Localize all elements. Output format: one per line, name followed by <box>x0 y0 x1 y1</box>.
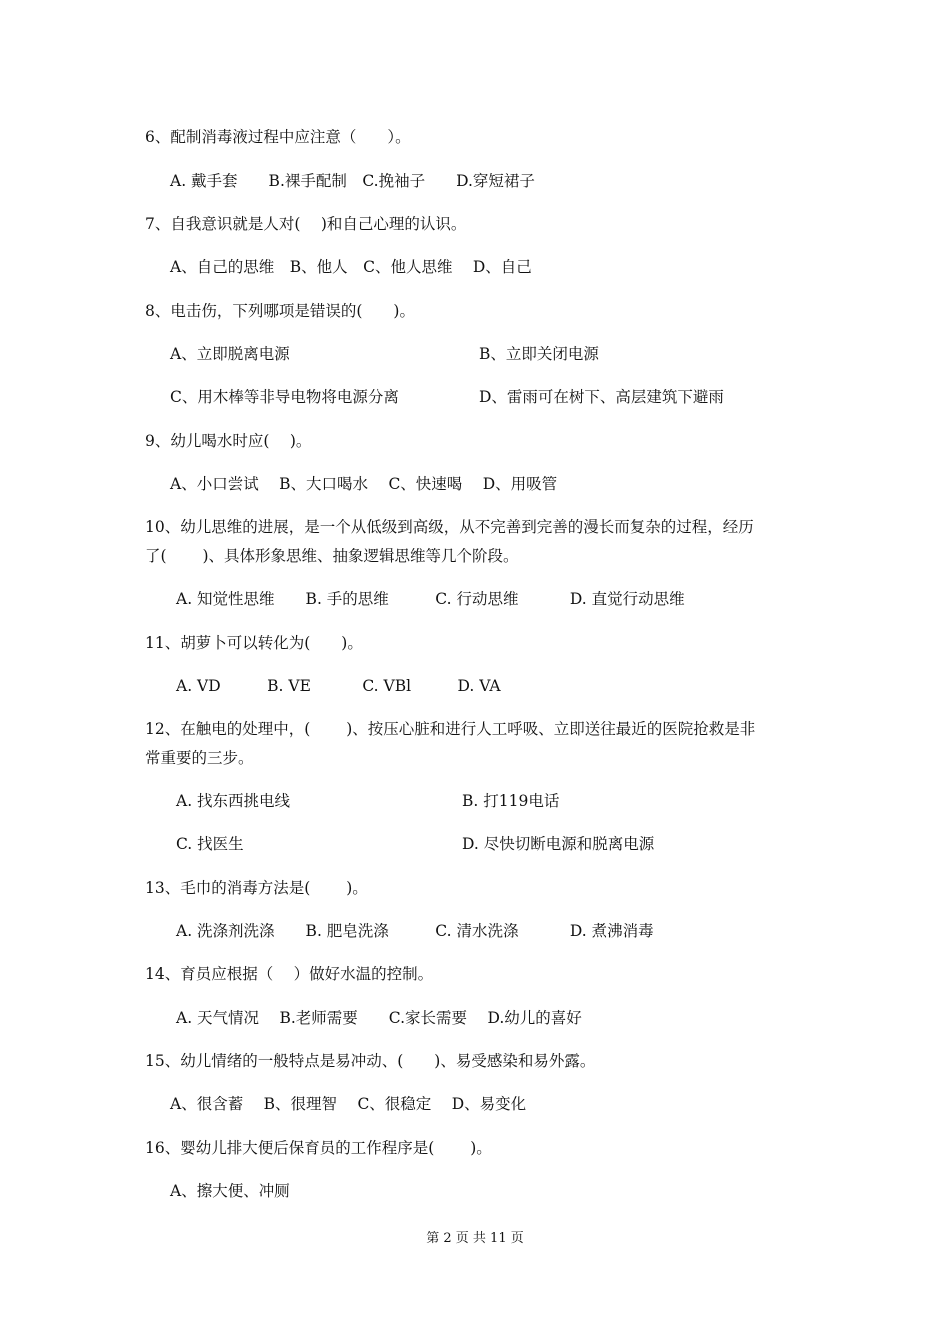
question-12-option-d: D. 尽快切断电源和脱离电源 <box>462 835 655 853</box>
question-10-options: A. 知觉性思维 B. 手的思维 C. 行动思维 D. 直觉行动思维 <box>176 590 685 608</box>
question-14: 14、育员应根据（ ）做好水温的控制。 <box>145 965 434 983</box>
question-13-options: A. 洗涤剂洗涤 B. 肥皂洗涤 C. 清水洗涤 D. 煮沸消毒 <box>176 922 654 940</box>
question-12-option-a: A. 找东西挑电线 <box>176 792 291 810</box>
question-11: 11、胡萝卜可以转化为( )。 <box>145 634 363 652</box>
question-12-line-2: 常重要的三步。 <box>145 749 254 767</box>
question-11-options: A. VD B. VE C. VBl D. VA <box>176 677 501 695</box>
question-10-line-1: 10、幼儿思维的进展，是一个从低级到高级，从不完善到完善的漫长而复杂的过程，经历 <box>145 518 754 536</box>
question-8-option-b: B、立即关闭电源 <box>479 345 599 363</box>
page-footer: 第 2 页 共 11 页 <box>426 1231 524 1246</box>
question-8-option-a: A、立即脱离电源 <box>170 345 290 363</box>
question-12-line-1: 12、在触电的处理中，( )、按压心脏和进行人工呼吸、立即送往最近的医院抢救是非 <box>145 720 756 738</box>
question-8-option-d: D、雷雨可在树下、高层建筑下避雨 <box>479 388 724 406</box>
question-13: 13、毛巾的消毒方法是( )。 <box>145 879 368 897</box>
question-10-line-2: 了( )、具体形象思维、抽象逻辑思维等几个阶段。 <box>145 547 519 565</box>
question-7-options: A、自己的思维 B、他人 C、他人思维 D、自己 <box>170 258 532 276</box>
question-14-options: A. 天气情况 B.老师需要 C.家长需要 D.幼儿的喜好 <box>176 1009 582 1027</box>
question-12-option-b: B. 打119电话 <box>462 792 560 810</box>
question-15-options: A、很含蓄 B、很理智 C、很稳定 D、易变化 <box>170 1095 527 1113</box>
question-6: 6、配制消毒液过程中应注意（ ）。 <box>145 128 411 146</box>
question-8-option-c: C、用木棒等非导电物将电源分离 <box>170 388 399 406</box>
question-7: 7、自我意识就是人对( )和自己心理的认识。 <box>145 215 467 233</box>
question-9: 9、幼儿喝水时应( )。 <box>145 432 312 450</box>
question-9-options: A、小口尝试 B、大口喝水 C、快速喝 D、用吸管 <box>170 475 558 493</box>
question-6-options: A. 戴手套 B.裸手配制 C.挽袖子 D.穿短裙子 <box>170 172 535 190</box>
question-16: 16、婴幼儿排大便后保育员的工作程序是( )。 <box>145 1139 492 1157</box>
question-16-option-a: A、擦大便、冲厕 <box>170 1182 290 1200</box>
question-15: 15、幼儿情绪的一般特点是易冲动、( )、易受感染和易外露。 <box>145 1052 596 1070</box>
question-12-option-c: C. 找医生 <box>176 835 244 853</box>
question-8: 8、电击伤，下列哪项是错误的( )。 <box>145 302 415 320</box>
